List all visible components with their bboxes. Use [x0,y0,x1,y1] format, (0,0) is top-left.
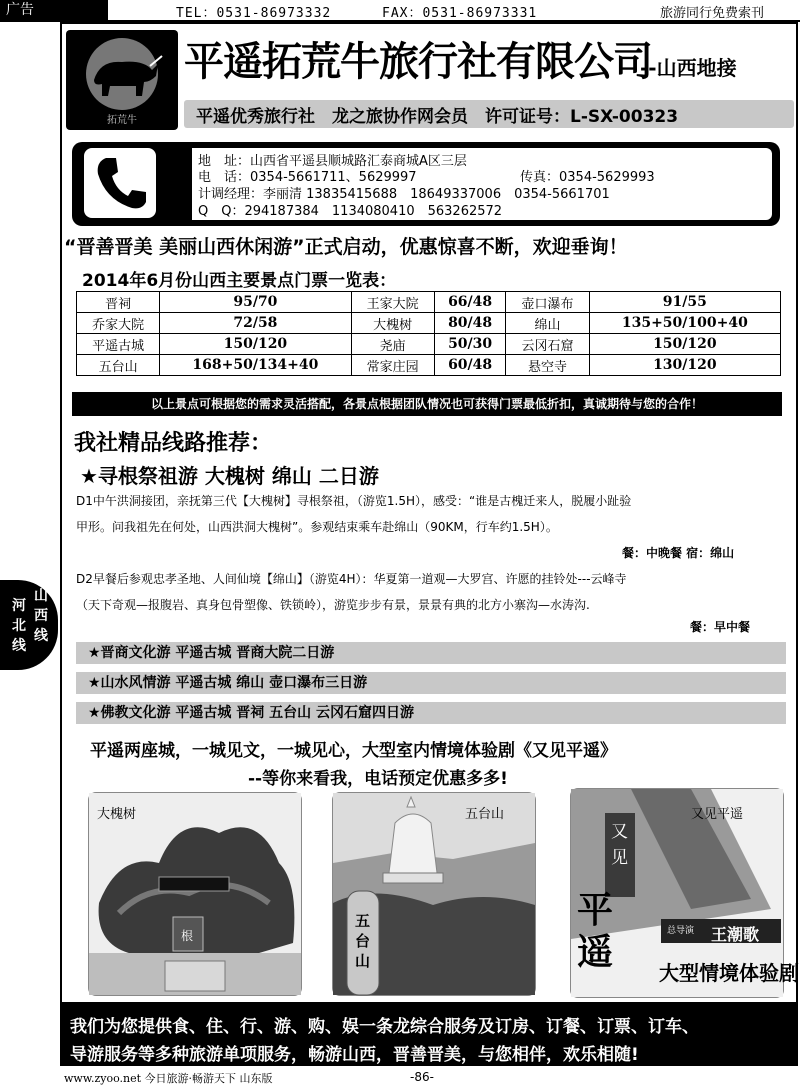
slogan-line2: --等你来看我，电话预定优惠多多! [248,769,508,789]
region-label: --山西地接 [640,56,737,80]
contact-qq: Q Q：294187384 1134080410 563262572 [198,204,503,219]
route1-d2-line1: D2早餐后参观忠孝圣地、人间仙境【绵山】（游览4H）：华夏第一道观—大罗宫、许愿的挂铃处---云峰寺 [76,572,627,586]
slogan-line1: 平遥两座城，一城见文，一城见心，大型室内情境体验剧《又见平遥》 [90,741,617,761]
table-cell: 80/48 [434,313,506,334]
route1-d2-meal: 餐：早中餐 [690,620,751,634]
table-cell: 乔家大院 [77,313,160,334]
table-cell: 60/48 [434,355,506,376]
table-cell: 壶口瀑布 [506,292,589,313]
side-tab-shanxi: 山西线 [34,588,48,644]
header-tel: TEL：0531-86973332 [176,6,332,21]
table-cell: 常家庄园 [351,355,434,376]
side-tab-hebei: 河北线 [12,598,26,654]
table-row [77,355,781,376]
table-cell: 平遥古城 [77,334,160,355]
photo-wutaishan [332,792,536,996]
ad-tag: 广告 [0,0,108,20]
footer-site: www.zyoo.net 今日旅游·畅游天下 山东版 [64,1072,273,1085]
photo3-brush-title: 平遥 [577,889,614,973]
route-bar-jinshang: ★晋商文化游 平遥古城 晋商大院二日游 [76,642,786,664]
table-cell: 66/48 [434,292,506,313]
table-cell: 大槐树 [351,313,434,334]
route1-d1-line1: D1中午洪洞接团，亲抚第三代【大槐树】寻根祭祖，（游览1.5H），感受：“谁是古槐迁来人，脱履小趾验 [76,494,632,508]
route1-d1-meal: 餐：中晚餐 宿：绵山 [622,546,735,560]
table-cell: 悬空寺 [506,355,589,376]
page-number: -86- [410,1070,434,1084]
table-cell: 150/120 [589,334,780,355]
contact-fax: 传真：0354-5629993 [520,170,655,185]
table-row [77,313,781,334]
route-bar-fojiao: ★佛教文化游 平遥古城 晋祠 五台山 云冈石窟四日游 [76,702,786,724]
route1-d2-line2: （天下奇观—报腹岩、真身包骨塑像、铁锁岭），游览步步有景，景景有典的北方小寨沟—水涛沟. [76,598,590,612]
locust-tree-illustration [89,793,301,995]
photo2-stele: 五台山 [355,912,371,970]
route1-d1-line2: 甲形。问我祖先在何处，山西洪洞大槐树”。参观结束乘车赴绵山（90KM，行车约1.5H）。 [76,520,558,534]
photo2-label: 五台山 [465,807,505,822]
company-name: 平遥拓荒牛旅行社有限公司 [184,39,652,85]
photo3-director-label: 总导演 [667,926,695,936]
table-cell: 130/120 [589,355,780,376]
photo-youjianpingyao [570,788,799,998]
table-cell: 168+50/134+40 [160,355,351,376]
table-cell: 95/70 [160,292,351,313]
photo-dahuaishu [88,792,302,996]
photo3-director: 王潮歌 [711,925,760,944]
bottom-line1: 我们为您提供食、住、行、游、购、娱一条龙综合服务及订房、订餐、订票、订车、 [70,1017,699,1037]
logo-text: 拓荒牛 [107,115,137,126]
table-cell: 五台山 [77,355,160,376]
ticket-price-table [76,291,781,376]
table-cell: 135+50/100+40 [589,313,780,334]
photo3-subtitle: 大型情境体验剧 [659,961,799,985]
table-cell: 91/55 [589,292,780,313]
contact-phone: 电 话：0354-5661711、5629997 [198,170,417,185]
route-bar-shanshui: ★山水风情游 平遥古城 绵山 壶口瀑布三日游 [76,672,786,694]
phone-icon [84,148,156,218]
header-fax: FAX：0531-86973331 [382,6,538,21]
table-cell: 云冈石窟 [506,334,589,355]
table-cell: 王家大院 [351,292,434,313]
company-logo [66,30,178,130]
contact-manager: 计调经理：李丽清 13835415688 18649337006 0354-5661701 [198,187,610,202]
ticket-table-title: 2014年6月份山西主要景点门票一览表： [82,271,397,291]
side-region-tab [0,580,58,670]
photo1-sign: 根 [181,929,194,943]
notice-bar: 以上景点可根据您的需求灵活搭配，各景点根据团队情况也可获得门票最低折扣，真诚期待与您的合作！ [72,392,782,416]
free-index-label: 旅游同行免费索刊 [660,6,765,21]
contact-address: 地 址：山西省平遥县顺城路汇泰商城A区三层 [198,154,467,169]
phone-icon-box [84,148,156,218]
routes-title: 我社精品线路推荐： [74,431,273,456]
photo3-vertical-title: 又见 [611,822,628,868]
photo3-label: 又见平遥 [691,807,744,822]
route1-title: ★寻根祭祖游 大槐树 绵山 二日游 [80,464,379,488]
table-row [77,292,781,313]
table-cell: 绵山 [506,313,589,334]
table-cell: 72/58 [160,313,351,334]
promo-headline: “晋善晋美 美丽山西休闲游”正式启动，优惠惊喜不断，欢迎垂询！ [64,236,628,258]
member-info: 平遥优秀旅行社 龙之旅协作网会员 许可证号：L-SX-00323 [196,107,679,127]
table-row [77,334,781,355]
photo1-label: 大槐树 [97,807,137,822]
table-cell: 尧庙 [351,334,434,355]
table-cell: 150/120 [160,334,351,355]
bottom-line2: 导游服务等多种旅游单项服务，畅游山西，晋善晋美，与您相伴，欢乐相随! [70,1045,639,1065]
table-cell: 晋祠 [77,292,160,313]
table-cell: 50/30 [434,334,506,355]
